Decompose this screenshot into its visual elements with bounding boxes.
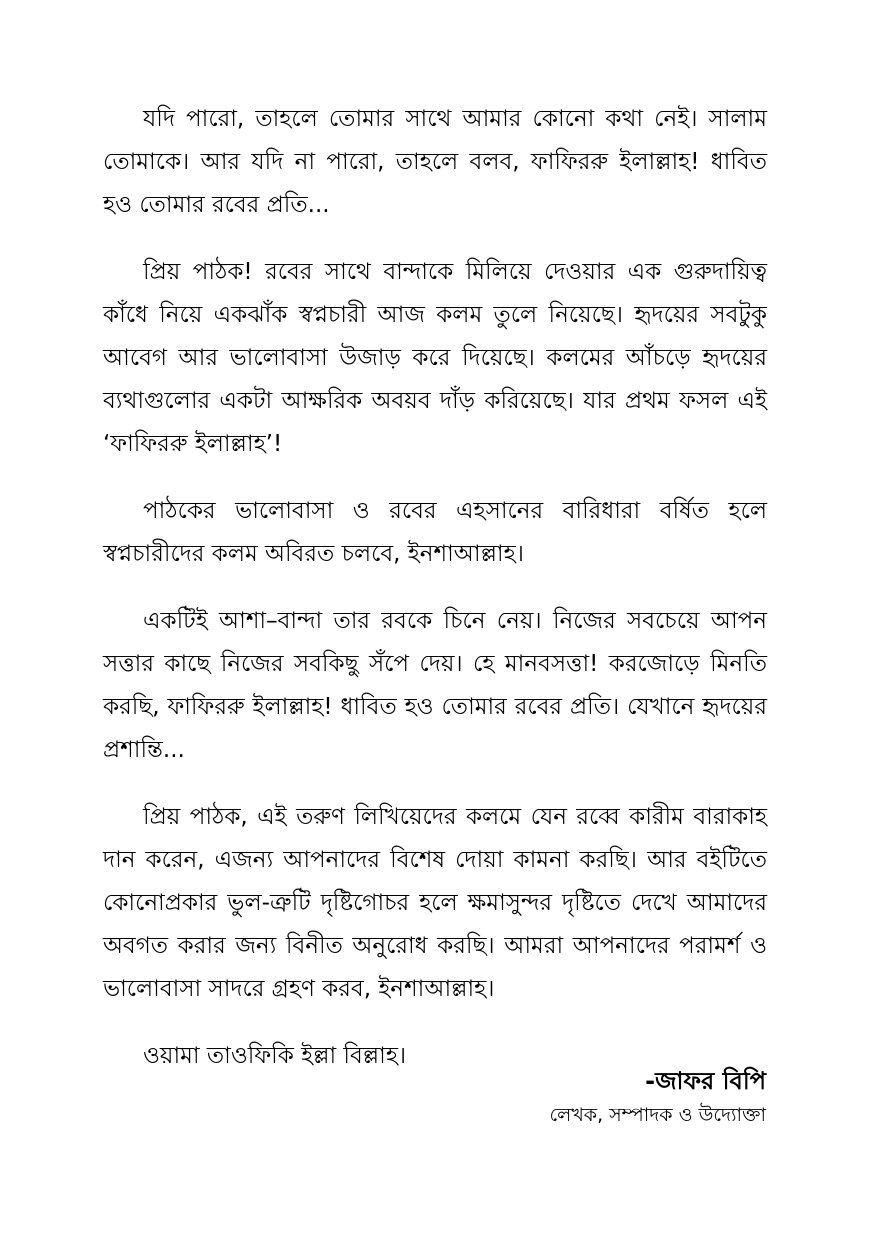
body-text bbox=[103, 98, 767, 1102]
paragraph-5: প্রিয় পাঠক, এই তরুণ লিখিয়েদের কলমে যেন রব্বে কারীম বারাকাহ দান করেন, এজন্য আপনাদের বিশেষ দোয়া কামনা করছি। আর বইটিতে কোনোপ্রকার ভুল-ত্রুটি দৃষ্টিগোচর হলে ক্ষমাসুন্দর দৃষ্টিতে দেখে আমাদের অবগত করার জন্য বিনীত অনুরোধ করছি। আমরা আপনাদের পরামর্শ ও ভালোবাসা সাদরে গ্রহণ করব, ইনশাআল্লাহ। bbox=[103, 804, 767, 1002]
paragraph-2: প্রিয় পাঠক! রবের সাথে বান্দাকে মিলিয়ে দেওয়ার এক গুরুদায়িত্ব কাঁধে নিয়ে একঝাঁক স্বপ্নচারী আজ কলম তুলে নিয়েছে। হৃদয়ের সবটুকু আবেগ আর ভালোবাসা উজাড় করে দিয়েছে। কলমের আঁচড়ে হৃদয়ের ব্যথাগুলোর একটা আক্ষরিক অবয়ব দাঁড় করিয়েছে। যার প্রথম ফসল এই ‘ফাফিররু ইলাল্লাহ’! bbox=[103, 259, 767, 457]
signature-block bbox=[549, 1062, 766, 1130]
author-name: -জাফর বিপি bbox=[645, 1067, 766, 1095]
paragraph-4: একটিই আশা–বান্দা তার রবকে চিনে নেয়। নিজের সবচেয়ে আপন সত্তার কাছে নিজের সবকিছু সঁপে দেয়। হে মানবসত্তা! করজোড়ে মিনতি করছি, ফাফিররু ইলাল্লাহ! ধাবিত হও তোমার রবের প্রতি। যেখানে হৃদয়ের প্রশান্তি... bbox=[103, 608, 767, 763]
author-role: লেখক, সম্পাদক ও উদ্যোক্তা bbox=[549, 1104, 766, 1126]
paragraph-6: ওয়ামা তাওফিকি ইল্লা বিল্লাহ। bbox=[143, 1043, 407, 1069]
paragraph-3: পাঠকের ভালোবাসা ও রবের এহসানের বারিধারা বর্ষিত হলে স্বপ্নচারীদের কলম অবিরত চলবে, ইনশাআল্লাহ। bbox=[103, 498, 767, 567]
paragraph-1: যদি পারো, তাহলে তোমার সাথে আমার কোনো কথা নেই। সালাম তোমাকে। আর যদি না পারো, তাহলে বলব, ফাফিররু ইলাল্লাহ! ধাবিত হও তোমার রবের প্রতি... bbox=[103, 106, 767, 218]
